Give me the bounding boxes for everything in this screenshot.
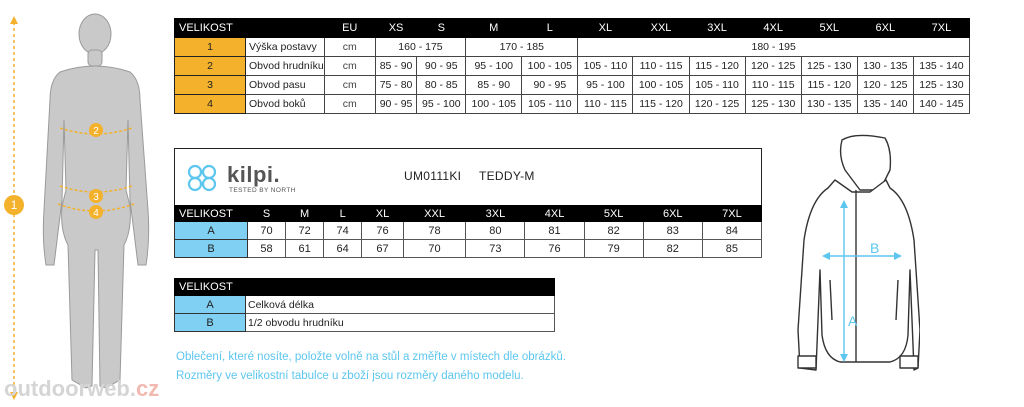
size-header-5xl: 5XL xyxy=(801,19,857,38)
size-cell: 115 - 120 xyxy=(801,76,857,95)
size-cell: 80 - 85 xyxy=(417,76,466,95)
size-header-eu: EU xyxy=(324,19,375,38)
product-row-label: A xyxy=(175,222,248,240)
product-header-6xl: 6XL xyxy=(643,206,702,222)
product-cell: 58 xyxy=(248,240,286,258)
instruction-note-1: Oblečení, které nosíte, položte volně na stůl a změřte v místech dle obrázků. xyxy=(176,351,566,363)
size-cell: 100 - 105 xyxy=(522,57,578,76)
knot-icon xyxy=(183,160,221,196)
legend-row-b xyxy=(175,314,555,332)
product-header-l: L xyxy=(324,206,362,222)
size-row-label: Výška postavy xyxy=(246,38,325,57)
size-header-velikost: VELIKOST xyxy=(175,19,325,38)
size-cell: 140 - 145 xyxy=(913,95,969,114)
size-cell: 180 - 195 xyxy=(578,38,970,57)
product-header-4xl: 4XL xyxy=(525,206,584,222)
size-cell: 105 - 110 xyxy=(578,57,633,76)
size-cell: 95 - 100 xyxy=(417,95,466,114)
size-header-l: L xyxy=(522,19,578,38)
size-cell: 90 - 95 xyxy=(522,76,578,95)
size-row-number: 1 xyxy=(175,38,246,57)
size-header-4xl: 4XL xyxy=(745,19,801,38)
marker-2 xyxy=(89,123,103,137)
size-table-header xyxy=(175,19,970,38)
marker-4-label: 4 xyxy=(93,208,99,219)
size-header-s: S xyxy=(417,19,466,38)
size-cell: 90 - 95 xyxy=(417,57,466,76)
size-cell: 95 - 100 xyxy=(578,76,633,95)
size-row-4 xyxy=(175,95,970,114)
size-cell: 110 - 115 xyxy=(745,76,801,95)
instruction-note-2: Rozměry ve velikostní tabulce u zboží jsou rozměry daného modelu. xyxy=(176,370,524,382)
marker-1 xyxy=(4,195,24,215)
body-figure xyxy=(0,0,170,407)
legend-table xyxy=(174,278,555,332)
size-cell: 135 - 140 xyxy=(857,95,913,114)
size-cell: 130 - 135 xyxy=(801,95,857,114)
product-cell: 72 xyxy=(286,222,324,240)
product-code: UM0111KI xyxy=(404,169,462,183)
size-cell: 125 - 130 xyxy=(801,57,857,76)
size-cell: 75 - 80 xyxy=(375,76,417,95)
product-header-xxl: XXL xyxy=(403,206,466,222)
legend-desc-b: 1/2 obvodu hrudníku xyxy=(246,314,555,332)
size-cell: 105 - 110 xyxy=(689,76,745,95)
size-row-unit: cm xyxy=(324,57,375,76)
size-cell: 85 - 90 xyxy=(466,76,522,95)
product-row-label: B xyxy=(175,240,248,258)
product-row-a xyxy=(175,222,762,240)
product-header-m: M xyxy=(286,206,324,222)
size-header-xl: XL xyxy=(578,19,633,38)
size-cell: 115 - 120 xyxy=(689,57,745,76)
jacket-marker-a: A xyxy=(848,313,858,329)
product-table xyxy=(174,205,762,258)
legend-table-header xyxy=(175,279,555,296)
legend-row-a xyxy=(175,296,555,314)
product-cell: 76 xyxy=(525,240,584,258)
size-cell: 100 - 105 xyxy=(633,76,689,95)
marker-1-label: 1 xyxy=(10,198,18,212)
marker-2-label: 2 xyxy=(93,126,99,137)
size-cell: 120 - 125 xyxy=(689,95,745,114)
product-cell: 70 xyxy=(403,240,466,258)
jacket-drawing xyxy=(790,130,920,380)
product-cell: 70 xyxy=(248,222,286,240)
product-row-b xyxy=(175,240,762,258)
size-row-unit: cm xyxy=(324,38,375,57)
product-cell: 78 xyxy=(403,222,466,240)
logo-tagline: TESTED BY NORTH xyxy=(229,187,296,194)
size-cell: 160 - 175 xyxy=(375,38,465,57)
product-name: TEDDY-M xyxy=(479,169,535,183)
product-cell: 84 xyxy=(702,222,761,240)
product-cell: 82 xyxy=(584,222,643,240)
product-table-header xyxy=(175,206,762,222)
marker-3 xyxy=(89,189,103,203)
size-row-number: 2 xyxy=(175,57,246,76)
brand-logo xyxy=(183,156,313,200)
product-cell: 74 xyxy=(324,222,362,240)
size-cell: 110 - 115 xyxy=(633,57,689,76)
size-row-unit: cm xyxy=(324,76,375,95)
size-header-7xl: 7XL xyxy=(913,19,969,38)
size-cell: 130 - 135 xyxy=(857,57,913,76)
size-cell: 120 - 125 xyxy=(857,76,913,95)
product-header-7xl: 7XL xyxy=(702,206,761,222)
size-row-2 xyxy=(175,57,970,76)
size-cell: 85 - 90 xyxy=(375,57,417,76)
product-cell: 73 xyxy=(466,240,525,258)
size-cell: 120 - 125 xyxy=(745,57,801,76)
legend-label-b: B xyxy=(175,314,246,332)
product-cell: 76 xyxy=(362,222,404,240)
legend-label-a: A xyxy=(175,296,246,314)
marker-4 xyxy=(89,205,103,219)
product-table-body xyxy=(175,222,762,258)
size-cell: 115 - 120 xyxy=(633,95,689,114)
product-cell: 82 xyxy=(643,240,702,258)
product-header-s: S xyxy=(248,206,286,222)
size-cell: 170 - 185 xyxy=(466,38,578,57)
product-cell: 61 xyxy=(286,240,324,258)
product-cell: 80 xyxy=(466,222,525,240)
size-cell: 110 - 115 xyxy=(578,95,633,114)
product-header-5xl: 5XL xyxy=(584,206,643,222)
logo-word: kilpi. xyxy=(227,162,281,187)
jacket-marker-b: B xyxy=(870,240,880,256)
product-cell: 83 xyxy=(643,222,702,240)
product-cell: 81 xyxy=(525,222,584,240)
size-row-3 xyxy=(175,76,970,95)
size-row-number: 4 xyxy=(175,95,246,114)
legend-desc-a: Celková délka xyxy=(246,296,555,314)
size-header-3xl: 3XL xyxy=(689,19,745,38)
size-header-xxl: XXL xyxy=(633,19,689,38)
size-cell: 125 - 130 xyxy=(745,95,801,114)
size-row-unit: cm xyxy=(324,95,375,114)
size-row-number: 3 xyxy=(175,76,246,95)
size-cell: 105 - 110 xyxy=(522,95,578,114)
size-row-1 xyxy=(175,38,970,57)
marker-3-label: 3 xyxy=(93,192,99,203)
size-table xyxy=(174,18,970,114)
product-header-3xl: 3XL xyxy=(466,206,525,222)
size-row-label: Obvod pasu xyxy=(246,76,325,95)
size-row-label: Obvod boků xyxy=(246,95,325,114)
product-header-xl: XL xyxy=(362,206,404,222)
product-cell: 67 xyxy=(362,240,404,258)
size-cell: 100 - 105 xyxy=(466,95,522,114)
size-table-body xyxy=(175,38,970,114)
watermark-main: outdoorweb. xyxy=(4,376,136,401)
legend-header: VELIKOST xyxy=(175,279,555,296)
size-row-label: Obvod hrudníku xyxy=(246,57,325,76)
product-header-velikost: VELIKOST xyxy=(175,206,248,222)
size-header-m: M xyxy=(466,19,522,38)
size-header-6xl: 6XL xyxy=(857,19,913,38)
watermark-tld: cz xyxy=(135,376,160,401)
watermark xyxy=(4,376,159,402)
brand-box xyxy=(174,148,762,205)
size-cell: 90 - 95 xyxy=(375,95,417,114)
product-cell: 64 xyxy=(324,240,362,258)
size-cell: 135 - 140 xyxy=(913,57,969,76)
product-cell: 79 xyxy=(584,240,643,258)
size-cell: 95 - 100 xyxy=(466,57,522,76)
product-cell: 85 xyxy=(702,240,761,258)
size-header-xs: XS xyxy=(375,19,417,38)
size-cell: 125 - 130 xyxy=(913,76,969,95)
